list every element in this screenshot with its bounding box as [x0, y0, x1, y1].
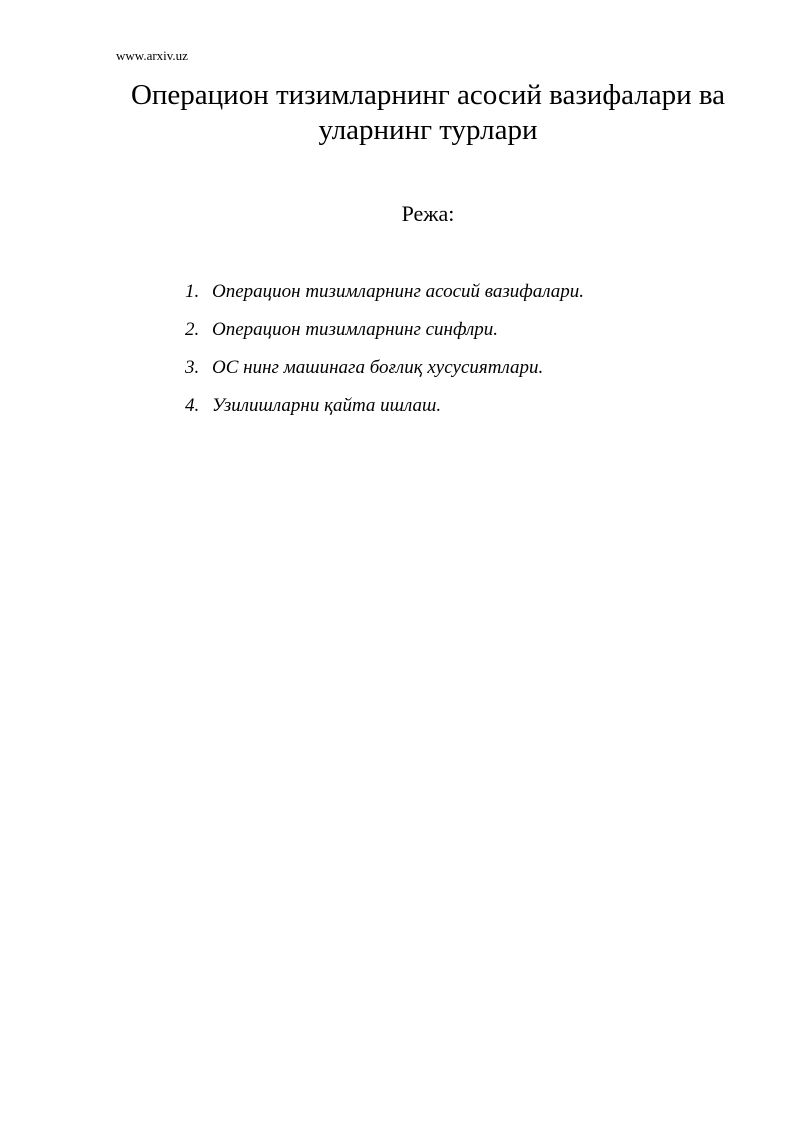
list-item-text: Узилишларни қайта ишлаш. [212, 395, 442, 416]
list-item [185, 394, 584, 432]
list-item-number: 3. [185, 357, 200, 378]
list-item-number: 4. [185, 395, 200, 416]
plan-heading: Режа: [401, 201, 455, 226]
list-item [185, 280, 584, 318]
list-item [185, 318, 584, 356]
list-item-text: ОС нинг машинага боғлиқ хусусиятлари. [212, 357, 544, 378]
list-item [185, 356, 584, 394]
list-item-number: 2. [185, 319, 200, 340]
document-title-line-2: уларнинг турлари [318, 114, 538, 146]
header-url: www.arxiv.uz [116, 48, 188, 63]
list-item-text: Операцион тизимларнинг асосий вазифалари. [212, 281, 585, 302]
document-title-line-1: Операцион тизимларнинг асосий вазифалари ва [130, 79, 726, 111]
list-item-number: 1. [185, 281, 200, 302]
plan-list [185, 280, 584, 432]
list-item-text: Операцион тизимларнинг синфлри. [212, 319, 499, 340]
document-title [80, 78, 776, 148]
